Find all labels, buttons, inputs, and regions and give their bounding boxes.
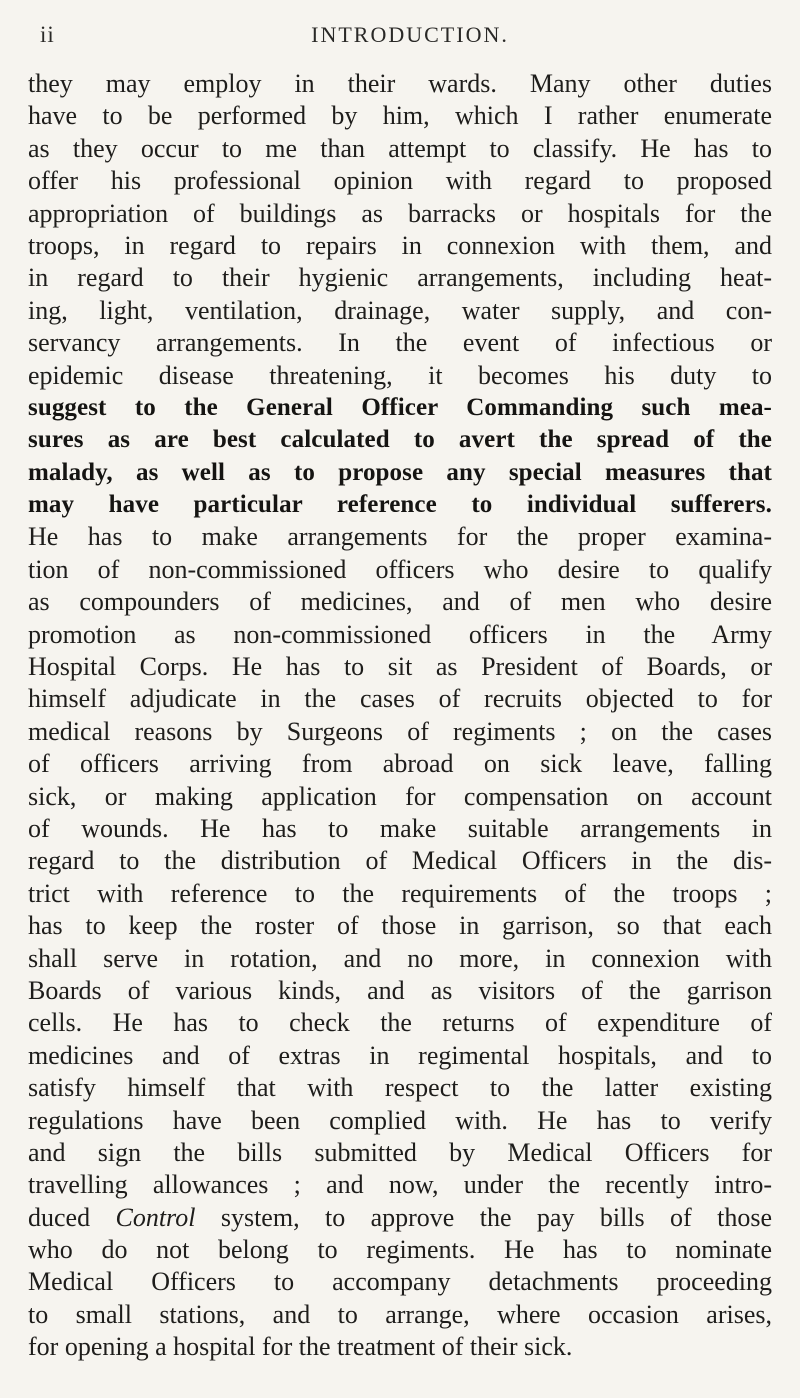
text-line: for opening a hospital for the treatment of their sick. (28, 1332, 573, 1362)
text-line: as compounders of medicines, and of men who desire (28, 587, 772, 617)
text-line: sick, or making application for compensation on account (28, 781, 772, 811)
text-line: who do not belong to regiments. He has to nominate (28, 1235, 772, 1265)
running-head (40, 22, 760, 52)
text-line: to small stations, and to arrange, where occasion arises, (28, 1299, 772, 1329)
italic-term: Control (115, 1202, 196, 1232)
text-line: satisfy himself that with respect to the latter existing (28, 1073, 772, 1103)
text-line: offer his professional opinion with regard to proposed (28, 166, 772, 196)
text-line: of wounds. He has to make suitable arrangements in (28, 813, 772, 843)
text-line: regard to the distribution of Medical Officers in the dis- (28, 846, 772, 876)
text-line: Medical Officers to accompany detachments proceeding (28, 1267, 772, 1297)
text-line: himself adjudicate in the cases of recruits objected to for (28, 684, 772, 714)
text-line: in regard to their hygienic arrangements, including heat- (28, 263, 772, 293)
text-line: Hospital Corps. He has to sit as President of Boards, or (28, 652, 772, 682)
text-line: has to keep the roster of those in garrison, so that each (28, 911, 772, 941)
text-line: trict with reference to the requirements of the troops ; (28, 878, 772, 908)
text-line-with-italic (28, 1202, 772, 1234)
text-line: troops, in regard to repairs in connexion with them, and (28, 230, 772, 260)
text-line: promotion as non-commissioned officers in the Army (28, 619, 772, 649)
text-line: suggest to the General Officer Commanding such mea- (28, 393, 772, 421)
text-fragment: system, to approve the pay bills of those (195, 1202, 772, 1232)
text-line: medicines and of extras in regimental hospitals, and to (28, 1040, 772, 1070)
text-line: ing, light, ventilation, drainage, water supply, and con- (28, 295, 772, 325)
text-line: Boards of various kinds, and as visitors of the garrison (28, 975, 772, 1005)
text-line: travelling allowances ; and now, under the recently intro- (28, 1170, 772, 1200)
text-line: appropriation of buildings as barracks or hospitals for the (28, 198, 772, 228)
text-fragment: duced (28, 1202, 116, 1232)
running-title: INTRODUCTION. (311, 22, 509, 47)
text-line: regulations have been complied with. He has to verify (28, 1105, 772, 1135)
text-line: have to be performed by him, which I rather enumerate (28, 101, 772, 131)
text-line: He has to make arrangements for the proper examina- (28, 522, 772, 552)
text-line: may have particular reference to individual sufferers. (28, 491, 772, 519)
page-number: ii (40, 22, 55, 47)
text-line: they may employ in their wards. Many other duties (28, 69, 772, 98)
text-line: tion of non-commissioned officers who desire to qualify (28, 554, 772, 584)
text-line: as they occur to me than attempt to classify. He has to (28, 133, 772, 163)
text-line: and sign the bills submitted by Medical Officers for (28, 1137, 772, 1167)
text-line: malady, as well as to propose any special measures that (28, 458, 772, 486)
text-line: of officers arriving from abroad on sick leave, falling (28, 749, 772, 779)
text-line: shall serve in rotation, and no more, in connexion with (28, 943, 772, 973)
text-line: cells. He has to check the returns of expenditure of (28, 1008, 772, 1038)
body-paragraph (28, 68, 772, 1364)
text-line: sures as are best calculated to avert the spread of the (28, 426, 772, 454)
text-line: medical reasons by Surgeons of regiments ; on the cases (28, 716, 772, 746)
text-line: servancy arrangements. In the event of infectious or (28, 328, 772, 358)
text-line: epidemic disease threatening, it becomes his duty to (28, 360, 772, 390)
